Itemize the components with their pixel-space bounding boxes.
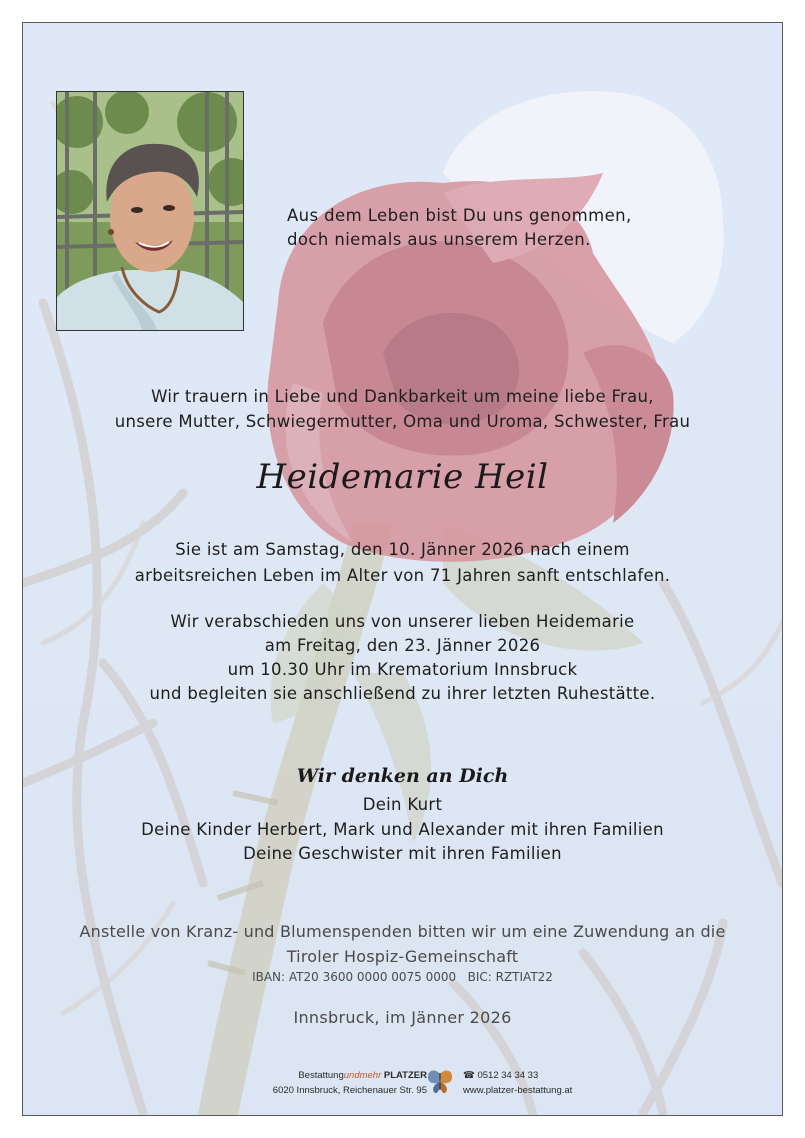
mourning-statement bbox=[23, 384, 782, 434]
donation-line-2: Tiroler Hospiz-Gemeinschaft bbox=[286, 947, 519, 966]
farewell-line-2: am Freitag, den 23. Jänner 2026 bbox=[264, 636, 541, 655]
place-and-date: Innsbruck, im Jänner 2026 bbox=[293, 1008, 512, 1027]
death-line-1: Sie ist am Samstag, den 10. Jänner 2026 nach einem bbox=[175, 540, 630, 559]
death-line-2: arbeitsreichen Leben im Alter von 71 Jahren sanft entschlafen. bbox=[134, 566, 671, 585]
funeral-home-address: 6020 Innsbruck, Reichenauer Str. 95 bbox=[272, 1085, 427, 1096]
donation-line-1: Anstelle von Kranz- und Blumenspenden bitten wir um eine Zuwendung an die bbox=[79, 922, 726, 941]
mourning-line-2: unsere Mutter, Schwiegermutter, Oma und Uroma, Schwester, Frau bbox=[114, 412, 691, 431]
mourners-list bbox=[23, 793, 782, 867]
death-announcement bbox=[23, 537, 782, 589]
quote-line-1: Aus dem Leben bist Du uns genommen, bbox=[287, 206, 632, 225]
funeral-home-phone: ☎ 0512 34 34 33 bbox=[463, 1070, 539, 1081]
bank-details: IBAN: AT20 3600 0000 0075 0000 BIC: RZTIAT22 bbox=[252, 970, 553, 984]
mourner-line: Deine Geschwister mit ihren Familien bbox=[243, 844, 562, 863]
butterfly-logo-icon bbox=[425, 1068, 455, 1094]
funeral-home-contact bbox=[463, 1068, 623, 1098]
brand-word-3: PLATZER bbox=[381, 1070, 427, 1081]
brand-word-2: undmehr bbox=[343, 1070, 382, 1081]
mourning-line-1: Wir trauern in Liebe und Dankbarkeit um meine liebe Frau, bbox=[151, 387, 654, 406]
remember-heading: Wir denken an Dich bbox=[296, 765, 509, 787]
memorial-quote bbox=[287, 204, 707, 252]
quote-line-2: doch niemals aus unserem Herzen. bbox=[287, 230, 591, 249]
funeral-home-website[interactable]: www.platzer-bestattung.at bbox=[463, 1085, 573, 1096]
donation-request bbox=[23, 919, 782, 969]
deceased-name: Heidemarie Heil bbox=[256, 457, 549, 497]
farewell-line-3: um 10.30 Uhr im Krematorium Innsbruck bbox=[227, 660, 578, 679]
funeral-home-brand bbox=[267, 1068, 427, 1083]
mourner-line: Dein Kurt bbox=[362, 795, 443, 814]
mourner-line: Deine Kinder Herbert, Mark und Alexander mit ihren Familien bbox=[141, 819, 664, 839]
farewell-line-1: Wir verabschieden uns von unserer lieben Heidemarie bbox=[170, 612, 635, 631]
obituary-card bbox=[22, 22, 783, 1116]
portrait-photo bbox=[56, 91, 244, 331]
farewell-details bbox=[23, 610, 782, 706]
farewell-line-4: und begleiten sie anschließend zu ihrer letzten Ruhestätte. bbox=[149, 684, 656, 703]
funeral-home-info bbox=[267, 1068, 427, 1098]
brand-word-1: Bestattung bbox=[298, 1070, 344, 1081]
